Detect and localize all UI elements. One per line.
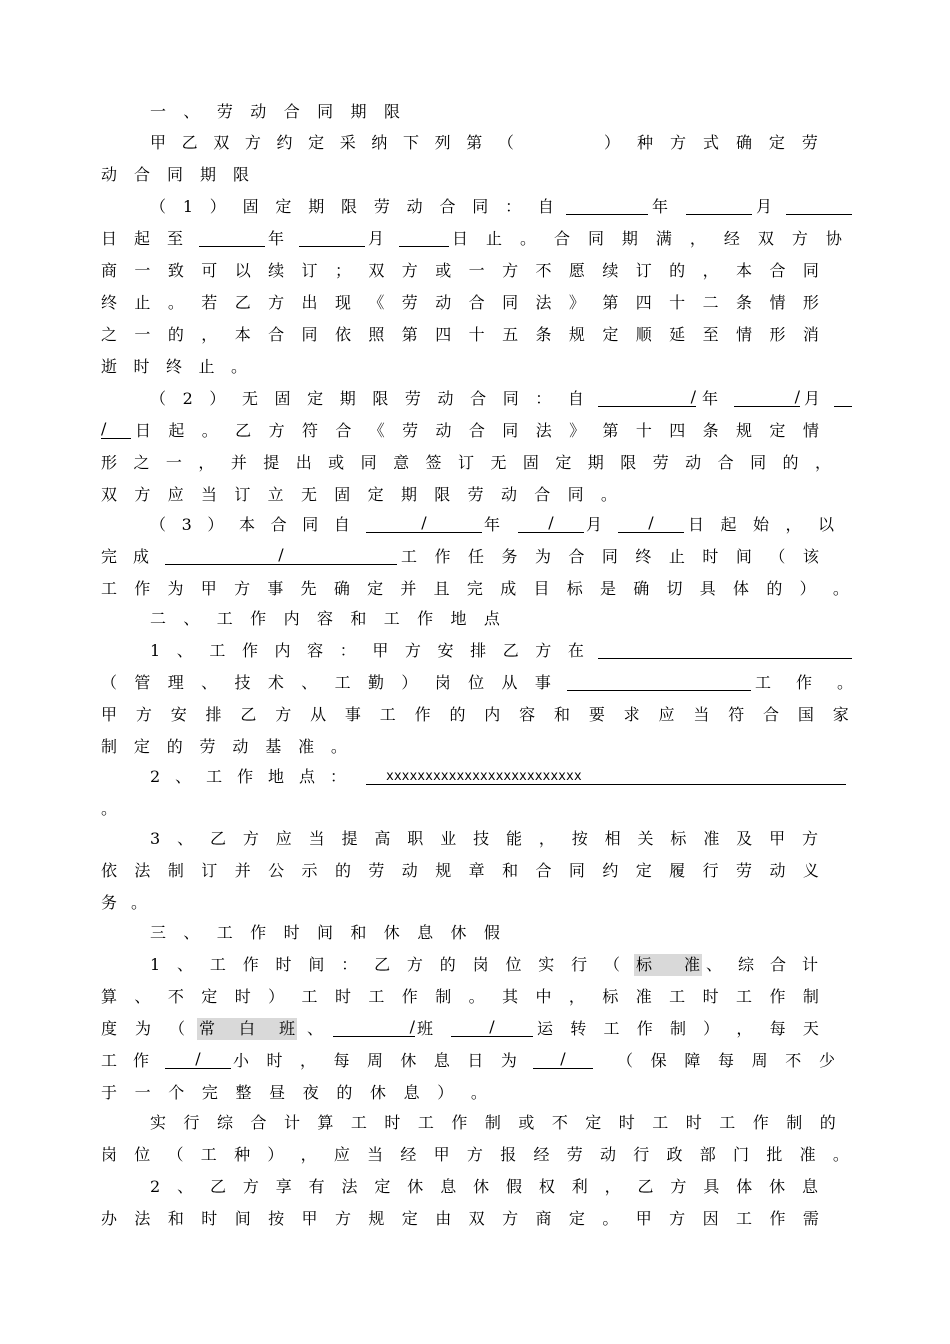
- paragraph-line: （ 管 理 、 技 术 、 工 勤 ） 岗 位 从 事 工 作 。: [101, 673, 853, 692]
- month-label: 月: [804, 389, 821, 408]
- end-month-blank[interactable]: [299, 228, 365, 247]
- year-blank[interactable]: /: [598, 388, 696, 407]
- work-content-field: [598, 640, 853, 662]
- paragraph-line: 2 、 工 作 地 点 ： xxxxxxxxxxxxxxxxxxxxxxxxx: [150, 766, 850, 788]
- shift-blank[interactable]: /: [333, 1018, 415, 1037]
- section-heading-1: 一 、 劳 动 合 同 期 限: [150, 102, 400, 121]
- paragraph-line: 双 方 应 当 订 立 无 固 定 期 限 劳 动 合 同 。: [101, 485, 617, 504]
- paragraph-line: 依 法 制 订 并 公 示 的 劳 动 规 章 和 合 同 约 定 履 行 劳 动 义: [101, 861, 819, 880]
- paragraph-line: 。: [101, 799, 118, 818]
- rotation-blank[interactable]: /: [451, 1018, 533, 1037]
- end-day-blank[interactable]: [399, 228, 449, 247]
- paragraph-line: 3 、 乙 方 应 当 提 高 职 业 技 能 ， 按 相 关 标 准 及 甲 方: [150, 829, 818, 848]
- paragraph-line: （ 3 ） 本 合 同 自: [150, 515, 350, 534]
- day-shift-option[interactable]: 常 白 班: [197, 1018, 297, 1040]
- paragraph-line: 逝 时 终 止 。: [101, 357, 247, 376]
- paragraph-line: （ 2 ） 无 固 定 期 限 劳 动 合 同 ： 自: [150, 389, 584, 408]
- paragraph-line: （ 1 ） 固 定 期 限 劳 动 合 同 ： 自: [150, 197, 554, 216]
- paragraph-line: 甲 乙 双 方 约 定 采 纳 下 列 第 （: [150, 133, 514, 152]
- paragraph-line: 工 作 / 小 时 ， 每 周 休 息 日 为 / （ 保 障 每 周 不 少: [101, 1049, 835, 1070]
- paragraph-line: 2 、 乙 方 享 有 法 定 休 息 休 假 权 利 ， 乙 方 具 体 休 息: [150, 1177, 818, 1196]
- year-label: 年: [484, 515, 501, 534]
- paragraph-line: 工 作 为 甲 方 事 先 确 定 并 且 完 成 目 标 是 确 切 具 体 的 ） 。: [101, 579, 849, 598]
- paragraph-line: 制 定 的 劳 动 基 准 。: [101, 737, 347, 756]
- paragraph-line: 形 之 一 ， 并 提 出 或 同 意 签 订 无 固 定 期 限 劳 动 合 同 的 ，: [101, 453, 831, 472]
- end-year-blank[interactable]: [199, 228, 265, 247]
- day-blank[interactable]: [834, 388, 852, 407]
- section-heading-2: 二 、 工 作 内 容 和 工 作 地 点: [150, 609, 500, 628]
- paragraph-line: 完 成 / 工 作 任 务 为 合 同 终 止 时 间 （ 该: [101, 545, 819, 566]
- start-month-blank[interactable]: /: [518, 514, 584, 533]
- work-content-blank[interactable]: [598, 640, 852, 659]
- year-label: 年: [702, 389, 719, 408]
- paragraph-line: 1 、 工 作 时 间 ： 乙 方 的 岗 位 实 行 （ 标 准 、 综 合 计: [150, 955, 818, 974]
- day-blank[interactable]: [786, 196, 852, 215]
- paragraph-line: 终 止 。 若 乙 方 出 现 《 劳 动 合 同 法 》 第 四 十 二 条 情 形: [101, 293, 819, 312]
- month-blank[interactable]: /: [734, 388, 800, 407]
- month-label: 月: [368, 229, 385, 248]
- position-blank[interactable]: [567, 672, 751, 691]
- section-heading-3: 三 、 工 作 时 间 和 休 息 休 假: [150, 923, 500, 942]
- task-blank[interactable]: /: [165, 546, 397, 565]
- start-day-blank[interactable]: /: [618, 514, 684, 533]
- paragraph-line: 日 起 至 年 月 日 止 。 合 同 期 满 ， 经 双 方 协: [101, 229, 842, 248]
- date-fields: [598, 388, 858, 410]
- paragraph-line: 动 合 同 期 限: [101, 165, 249, 184]
- month-label: 月: [756, 197, 773, 216]
- standard-option[interactable]: 标 准: [636, 955, 700, 974]
- paragraph-line: 务 。: [101, 893, 147, 912]
- paragraph-line: 算 、 不 定 时 ） 工 时 工 作 制 。 其 中 ， 标 准 工 时 工 作 制: [101, 987, 819, 1006]
- date-fields: / 年 / 月 / 日 起 始 ， 以: [366, 514, 836, 536]
- year-blank[interactable]: [566, 196, 648, 215]
- paragraph-line: 1 、 工 作 内 容 ： 甲 方 安 排 乙 方 在: [150, 641, 584, 660]
- month-label: 月: [586, 515, 603, 534]
- paragraph-line: 商 一 致 可 以 续 订 ； 双 方 或 一 方 不 愿 续 订 的 ， 本 合 同: [101, 261, 819, 280]
- paragraph-line: ） 种 方 式 确 定 劳: [604, 133, 818, 152]
- paragraph-line: 办 法 和 时 间 按 甲 方 规 定 由 双 方 商 定 。 甲 方 因 工 作 需: [101, 1209, 819, 1228]
- day-blank-cont[interactable]: /: [101, 420, 131, 439]
- hours-blank[interactable]: /: [165, 1050, 231, 1069]
- year-label: 年: [268, 229, 285, 248]
- month-blank[interactable]: [686, 196, 752, 215]
- work-location-field[interactable]: [366, 766, 846, 785]
- year-label: 年: [652, 197, 669, 216]
- paragraph-line: 岗 位 （ 工 种 ） ， 应 当 经 甲 方 报 经 劳 动 行 政 部 门 批 准 。: [101, 1145, 849, 1164]
- paragraph-line: 于 一 个 完 整 昼 夜 的 休 息 ） 。: [101, 1083, 487, 1102]
- paragraph-line: 甲 方 安 排 乙 方 从 事 工 作 的 内 容 和 要 求 应 当 符 合 国 家: [101, 705, 849, 724]
- paragraph-line: / 日 起 。 乙 方 符 合 《 劳 动 合 同 法 》 第 十 四 条 规 定 情: [101, 419, 819, 440]
- paragraph-line: 之 一 的 ， 本 合 同 依 照 第 四 十 五 条 规 定 顺 延 至 情 形 消: [101, 325, 819, 344]
- paragraph-line: 实 行 综 合 计 算 工 时 工 作 制 或 不 定 时 工 时 工 作 制 的: [150, 1113, 836, 1132]
- date-fields: [566, 196, 856, 218]
- start-year-blank[interactable]: /: [366, 514, 482, 533]
- paragraph-line: 度 为 （ 常 白 班 、 / 班 / 运 转 工 作 制 ） ， 每 天: [101, 1017, 819, 1038]
- rest-day-blank[interactable]: /: [533, 1050, 593, 1069]
- work-location-value: xxxxxxxxxxxxxxxxxxxxxxxxx: [386, 769, 582, 784]
